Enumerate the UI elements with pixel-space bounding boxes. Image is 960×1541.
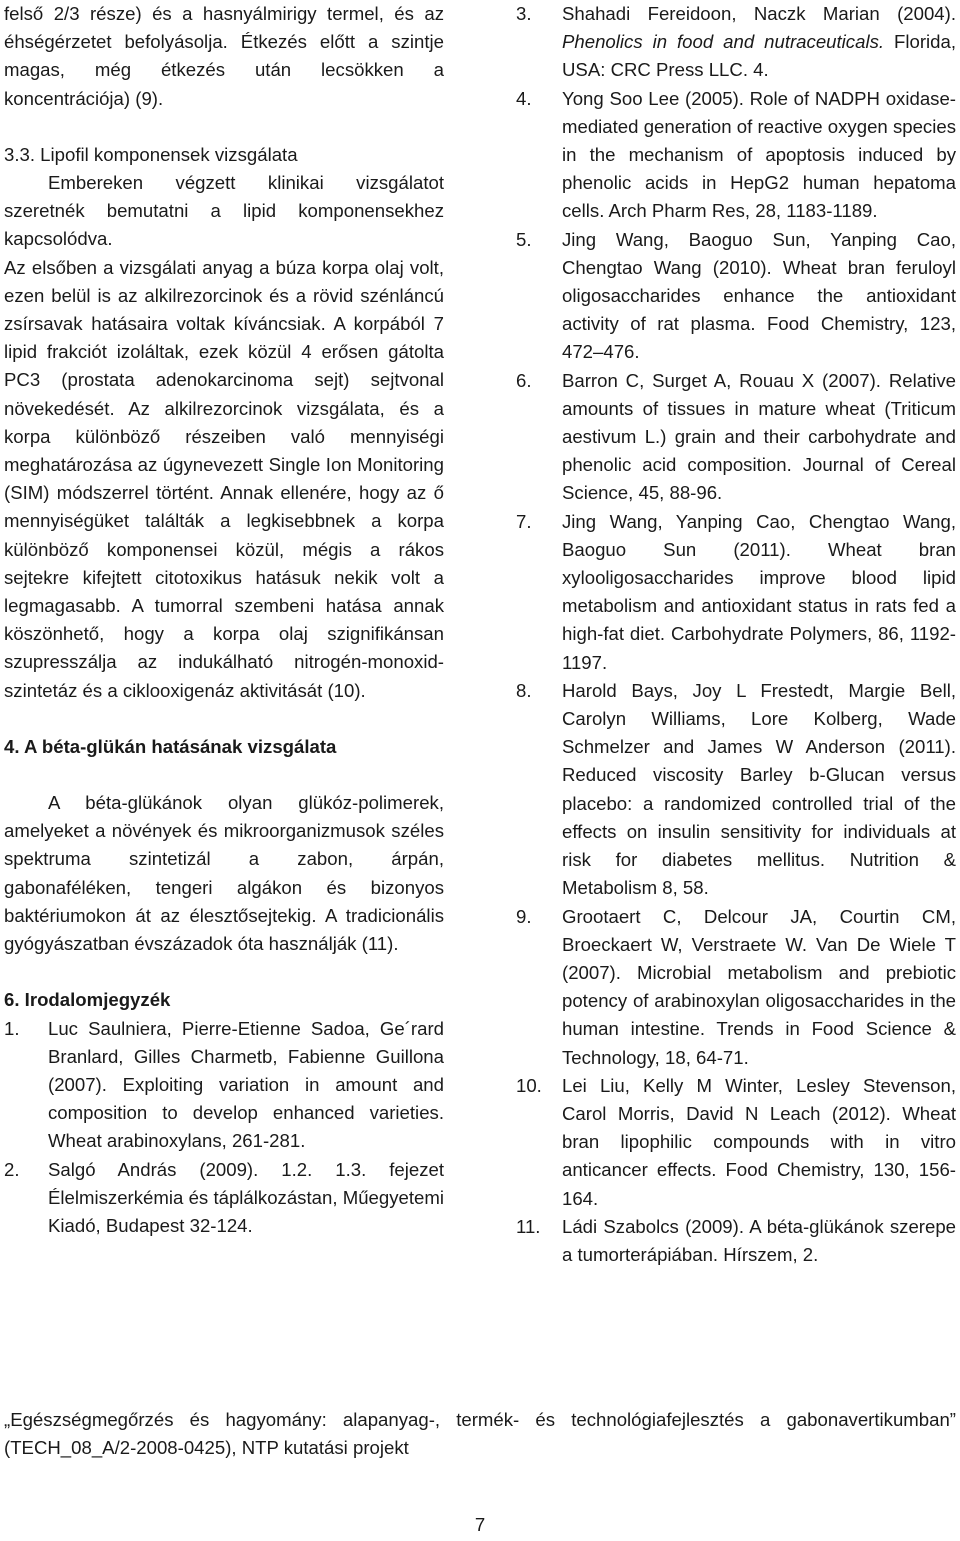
section-4-heading: 4. A béta-glükán hatásának vizsgálata [4, 735, 337, 757]
reference-text: Barron C, Surget A, Rouau X (2007). Relative amounts of tissues in mature wheat (Triticum aestivum L.) grain and their carbohydrate and phenolic acid composition. Journal of Cereal Science, 45, 88-96. [562, 369, 956, 504]
reference-number: 9. [516, 905, 532, 927]
reference-number: 8. [516, 679, 532, 701]
reference-text: Shahadi Fereidoon, Naczk Marian (2004). [562, 3, 956, 24]
reference-item [516, 0, 956, 85]
reference-item [516, 1213, 956, 1269]
reference-text: Florida, USA: CRC Press LLC. 4. [562, 31, 957, 81]
spacer [4, 113, 444, 141]
reference-text: Luc Saulniera, Pierre-Etienne Sadoa, Ge´rard Branlard, Gilles Charmetb, Fabienne Guillona (2007). Exploiting variation in amount and composition to develop enhanced varieties. Wheat arabinoxylans, 261-281. [48, 1017, 444, 1152]
reference-text: Yong Soo Lee (2005). Role of NADPH oxidase-mediated generation of reactive oxygen species in the mechanism of apoptosis induced by phenolic acids in HepG2 human hepatoma cells. Arch Pharm Res, 28, 1183-1189. [562, 87, 956, 222]
reference-item [516, 508, 956, 677]
section-3-3-heading [4, 141, 444, 169]
reference-number: 5. [516, 228, 532, 250]
right-column [516, 0, 956, 1269]
reference-item [516, 367, 956, 508]
reference-item [516, 903, 956, 1072]
section-4-paragraph-1: A béta-glükánok olyan glükóz-polimerek, amelyeket a növények és mikroorganizmusok széles spektruma szintetizál a zabon, árpán, gabonaféléken, tengeri algákon és bizonyos baktériumokon át az élesztősejtekig. A tradicionális gyógyászatban évszázadok óta használják (11). [4, 792, 444, 955]
section-3-3-heading-text: 3.3. Lipofil komponensek vizsgálata [4, 143, 298, 165]
reference-number: 2. [4, 1158, 20, 1180]
references-heading: 6. Irodalomjegyzék [4, 989, 171, 1011]
reference-number: 10. [516, 1074, 542, 1096]
reference-item [516, 1072, 956, 1213]
reference-item [516, 226, 956, 367]
reference-text: Lei Liu, Kelly M Winter, Lesley Stevenson, Carol Morris, David N Leach (2012). Wheat bran lipophilic compounds with in vitro anticancer effects. Food Chemistry, 130, 156-164. [562, 1074, 956, 1209]
reference-number: 7. [516, 510, 532, 532]
reference-item [4, 1015, 444, 1156]
reference-number: 6. [516, 369, 532, 391]
reference-item [516, 85, 956, 226]
project-footer: „Egészségmegőrzés és hagyomány: alapanyag-, termék- és technológiafejlesztés a gabonavertikumban” (TECH_08_A/2-2008-0425), NTP kutatási projekt [4, 1409, 956, 1459]
spacer [4, 958, 444, 986]
section-3-3-paragraph-1: Embereken végzett klinikai vizsgálatot szeretnék bemutatni a lipid komponensekhez kapcsolódva. [4, 172, 444, 250]
reference-number: 3. [516, 3, 532, 24]
left-column [4, 0, 444, 1240]
reference-text: Harold Bays, Joy L Frestedt, Margie Bell, Carolyn Williams, Lore Kolberg, Wade Schmelzer and James W Anderson (2011). Reduced viscosity Barley b-Glucan versus placebo: a randomized controlled trial of the effects on insulin sensitivity for individuals at risk for diabetes mellitus. Nutrition & Metabolism 8, 58. [562, 679, 956, 899]
reference-item [4, 1156, 444, 1241]
spacer [4, 761, 444, 789]
page-number: 7 [474, 1514, 486, 1535]
reference-text: Jing Wang, Baoguo Sun, Yanping Cao, Chengtao Wang (2010). Wheat bran feruloyl oligosaccharides enhance the antioxidant activity of rat plasma. Food Chemistry, 123, 472–476. [562, 228, 956, 363]
reference-number: 4. [516, 87, 532, 109]
intro-paragraph: felső 2/3 része) és a hasnyálmirigy termel, és az éhségérzetet befolyásolja. Étkezés előtt a szintje magas, még étkezés után lecsökken a koncentrációja) (9). [4, 3, 444, 109]
spacer [4, 705, 444, 733]
reference-number: 1. [4, 1017, 20, 1039]
reference-text: Grootaert C, Delcour JA, Courtin CM, Broeckaert W, Verstraete W. Van De Wiele T (2007). Microbial metabolism and prebiotic potency of arabinoxylan oligosaccharides in the human intestine. Trends in Food Science & Technology, 18, 64-71. [562, 905, 956, 1068]
reference-text: Jing Wang, Yanping Cao, Chengtao Wang, Baoguo Sun (2011). Wheat bran xylooligosaccharides improve blood lipid metabolism and antioxidant status in rats fed a high-fat diet. Carbohydrate Polymers, 86, 1192-1197. [562, 510, 956, 673]
reference-text: Ládi Szabolcs (2009). A béta-glükánok szerepe a tumorterápiában. Hírszem, 2. [562, 1215, 956, 1265]
reference-title-italic: Phenolics in food and nutraceuticals. [562, 31, 885, 53]
reference-item [516, 677, 956, 903]
reference-text: Salgó András (2009). 1.2. 1.3. fejezet Élelmiszerkémia és táplálkozástan, Műegyetemi Kiadó, Budapest 32-124. [48, 1158, 444, 1236]
section-3-3-paragraph-2: Az elsőben a vizsgálati anyag a búza korpa olaj volt, ezen belül is az alkilrezorcinok és a rövid szénláncú zsírsavak hatásaira voltak kíváncsiak. A korpából 7 lipid frakciót izoláltak, ezek közül 4 erősen gátolta PC3 (prostata adenokarcinoma sejt) sejtvonal növekedését. Az alkilrezorcinok vizsgálata, és a korpa különböző részeiben való mennyiségi meghatározása az úgynevezett Single Ion Monitoring (SIM) módszerrel történt. Annak ellenére, hogy az ő mennyiségüket találták a legkisebbnek a korpa különböző komponensei közül, mégis a rákos sejtekre kifejtett citotoxikus hatásuk nekik volt a legmagasabb. A tumorral szembeni hatása annak köszönhető, hogy a korpa olaj szignifikánsan szupresszálja az indukálható nitrogén-monoxid-szintetáz és a ciklooxigenáz aktivitását (10). [4, 256, 444, 701]
reference-number: 11. [516, 1215, 541, 1237]
